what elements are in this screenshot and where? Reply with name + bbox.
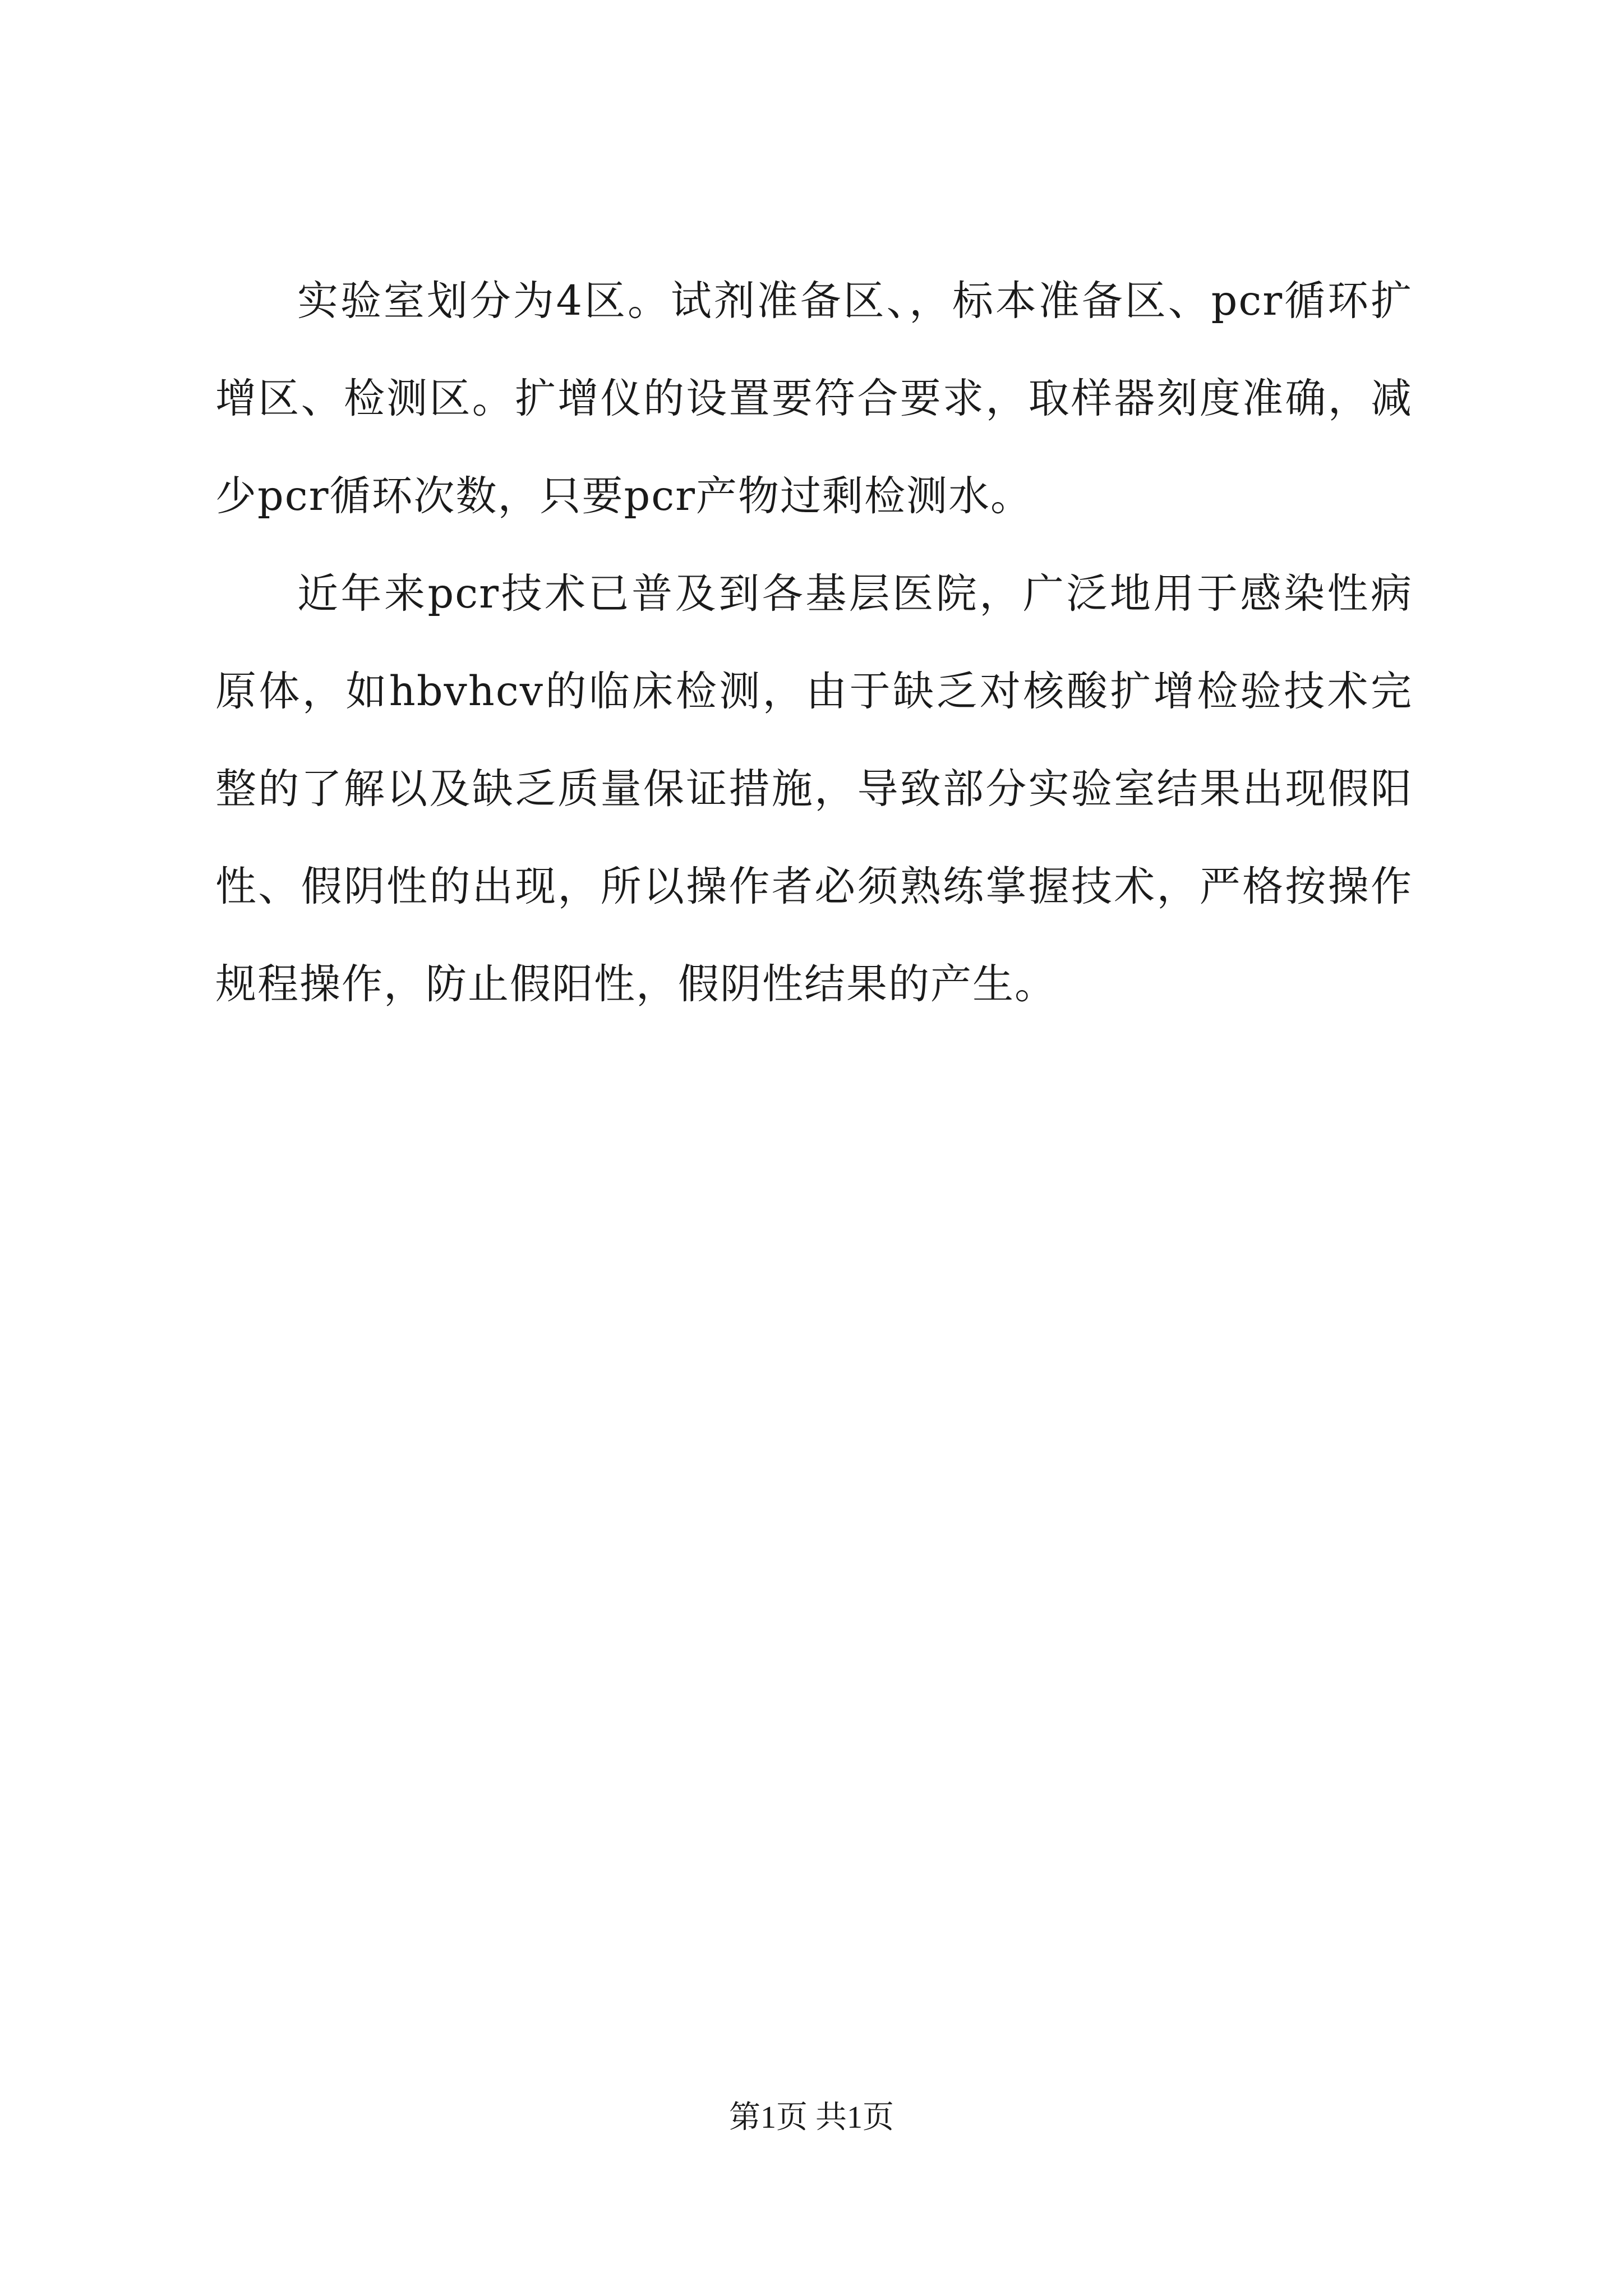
- paragraph-lab-zones: 实验室划分为4区。试剂准备区、，标本准备区、pcr循环扩增区、检测区。扩增仪的设置要符合要求，取样器刻度准确，减少pcr循环次数，只要pcr产物过剩检测水。: [215, 277, 1413, 520]
- page-footer: 第1页 共1页: [729, 2100, 894, 2135]
- document-body: [215, 252, 1413, 1033]
- paragraph-pcr-quality: 近年来pcr技术已普及到各基层医院，广泛地用于感染性病原体，如hbvhcv的临床检测，由于缺乏对核酸扩增检验技术完整的了解以及缺乏质量保证措施，导致部分实验室结果出现假阳性、假阴性的出现，所以操作者必须熟练掌握技术，严格按操作规程操作，防止假阳性，假阴性结果的产生。: [215, 570, 1413, 1008]
